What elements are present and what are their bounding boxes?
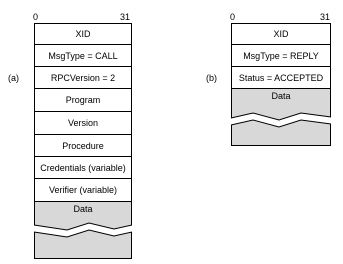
field-msgtype-a: MsgType = CALL	[34, 44, 132, 67]
bit-0-label-a: 0	[33, 12, 39, 22]
field-credentials-a: Credentials (variable)	[34, 156, 132, 179]
field-xid-a: XID	[34, 23, 132, 45]
break-mark-a	[34, 222, 132, 236]
field-rpcversion-a: RPCVersion = 2	[34, 66, 132, 89]
break-mark-b	[231, 111, 331, 125]
bit-0-label-b: 0	[230, 12, 236, 22]
field-program-a: Program	[34, 88, 132, 112]
field-procedure-a: Procedure	[34, 134, 132, 157]
field-msgtype-b: MsgType = REPLY	[231, 44, 331, 67]
diagram-a-label: (a)	[8, 73, 19, 83]
field-verifier-a: Verifier (variable)	[34, 178, 132, 202]
field-status-b: Status = ACCEPTED	[231, 66, 331, 89]
diagram-b-label: (b)	[206, 73, 217, 83]
field-version-a: Version	[34, 111, 132, 135]
field-xid-b: XID	[231, 23, 331, 45]
field-data-b: Data	[231, 88, 331, 146]
field-data-a: Data	[34, 201, 132, 259]
bit-31-label-b: 31	[320, 12, 331, 22]
bit-31-label-a: 31	[120, 12, 131, 22]
